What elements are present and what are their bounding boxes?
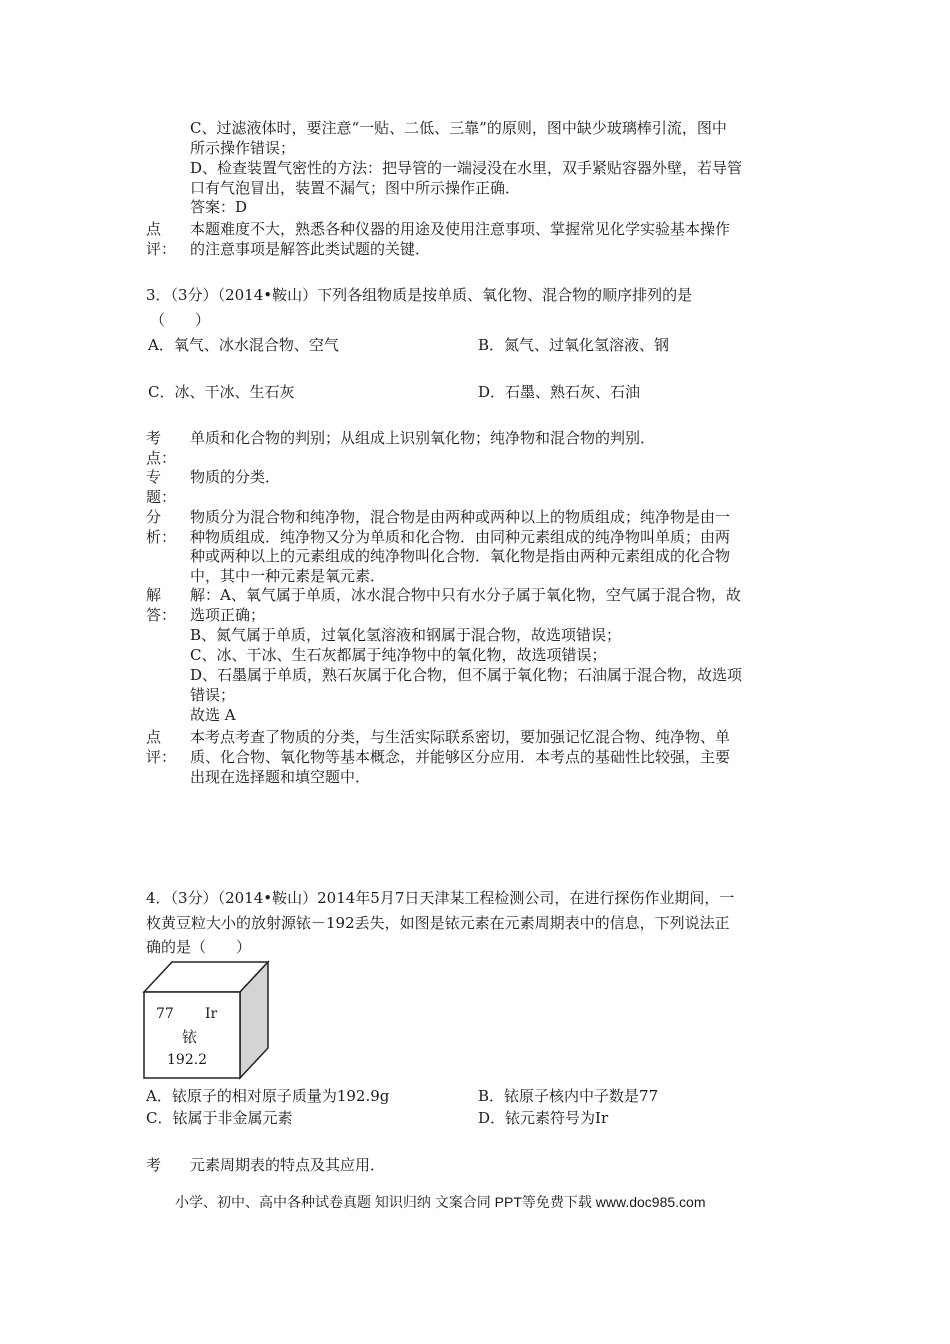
q3-jieda-line5: D、石墨属于单质，熟石灰属于化合物，但不属于氧化物；石油属于混合物，故选项	[190, 666, 743, 684]
element-atomic-number: 77	[156, 1006, 174, 1022]
q3-jieda-line7: 故选 A	[190, 706, 236, 724]
q3-fenxi-line4: 中，其中一种元素是氧元素．	[190, 567, 386, 585]
q3-option-a[interactable]: A．氧气、冰水混合物、空气	[148, 336, 339, 354]
q2-comment-line2: 的注意事项是解答此类试题的关键．	[190, 240, 431, 258]
q3-jieda-line3: B、氮气属于单质，过氧化氢溶液和钢属于混合物，故选项错误；	[190, 626, 622, 644]
q3-stem-line2: （ ）	[150, 311, 211, 329]
q4-option-c[interactable]: C．铱属于非金属元素	[146, 1109, 293, 1127]
q3-stem-line1: 3．（3分）（2014•鞍山）下列各组物质是按单质、氧化物、混合物的顺序排列的是	[146, 286, 693, 304]
q3-dianping-line1: 本考点考查了物质的分类，与生活实际联系密切，要加强记忆混合物、纯净物、单	[190, 728, 731, 746]
q4-option-d[interactable]: D．铱元素符号为Ir	[478, 1109, 609, 1127]
q3-dianping-label: 点 评：	[146, 728, 177, 766]
q4-stem-line3: 确的是（ ）	[146, 938, 252, 956]
q4-kaodian-label: 考	[146, 1156, 162, 1174]
q2-comment-label: 点 评：	[146, 220, 177, 258]
q4-stem-line1: 4．（3分）（2014•鞍山）2014年5月7日天津某工程检测公司，在进行探伤作业期间，一	[146, 889, 735, 907]
q2-comment-line1: 本题难度不大，熟悉各种仪器的用途及使用注意事项、掌握常见化学实验基本操作	[190, 220, 731, 238]
q4-option-b[interactable]: B．铱原子核内中子数是77	[478, 1087, 659, 1105]
q3-option-b[interactable]: B．氮气、过氧化氢溶液、钢	[478, 336, 670, 354]
q3-kaodian-text: 单质和化合物的判别；从组成上识别氧化物；纯净物和混合物的判别．	[190, 429, 656, 447]
q3-option-d[interactable]: D．石墨、熟石灰、石油	[478, 383, 641, 401]
q3-fenxi-line2: 种物质组成．纯净物又分为单质和化合物．由同种元素组成的纯净物叫单质；由两	[190, 528, 731, 546]
q4-kaodian-text: 元素周期表的特点及其应用．	[190, 1156, 386, 1174]
q2-option-d-line1: D、检查装置气密性的方法：把导管的一端浸没在水里，双手紧贴容器外壁，若导管	[190, 159, 743, 177]
q3-jieda-label: 解 答：	[146, 586, 177, 624]
q3-jieda-line6: 错误；	[190, 686, 236, 704]
q2-option-c-line1: C、过滤液体时，要注意“一贴、二低、三靠”的原则，图中缺少玻璃棒引流，图中	[190, 119, 727, 137]
q3-fenxi-label: 分 析：	[146, 508, 177, 546]
q2-option-d-line2: 口有气泡冒出，装置不漏气；图中所示操作正确．	[190, 179, 521, 197]
q3-fenxi-line1: 物质分为混合物和纯净物，混合物是由两种或两种以上的物质组成；纯净物是由一	[190, 508, 731, 526]
q3-fenxi-line3: 种或两种以上的元素组成的纯净物叫化合物．氧化物是指由两种元素组成的化合物	[190, 547, 731, 565]
q4-stem-line2: 枚黄豆粒大小的放射源铱－192丢失，如图是铱元素在元素周期表中的信息，下列说法正	[146, 914, 730, 932]
q2-option-c-line2: 所示操作错误；	[190, 139, 296, 157]
q3-dianping-line3: 出现在选择题和填空题中．	[190, 768, 371, 786]
element-atomic-mass: 192.2	[167, 1052, 208, 1068]
q3-zhuanti-label: 专 题：	[146, 468, 177, 506]
q3-kaodian-label: 考 点：	[146, 429, 177, 467]
q3-jieda-line1: 解：A、氧气属于单质，冰水混合物中只有水分子属于氧化物，空气属于混合物，故	[190, 586, 741, 604]
page-footer: 小学、初中、高中各种试卷真题 知识归纳 文案合同 PPT等免费下载 www.doc985.com	[175, 1194, 706, 1210]
q3-option-c[interactable]: C．冰、干冰、生石灰	[148, 383, 295, 401]
q4-option-a[interactable]: A．铱原子的相对原子质量为192.9g	[146, 1087, 390, 1105]
q3-zhuanti-text: 物质的分类．	[190, 468, 281, 486]
q3-dianping-line2: 质、化合物、氧化物等基本概念，并能够区分应用．本考点的基础性比较强，主要	[190, 748, 731, 766]
element-name: 铱	[182, 1028, 198, 1046]
q3-jieda-line2: 选项正确；	[190, 606, 266, 624]
q3-jieda-line4: C、冰、干冰、生石灰都属于纯净物中的氧化物，故选项错误；	[190, 646, 607, 664]
q2-answer: 答案：D	[190, 198, 248, 216]
element-symbol: Ir	[205, 1006, 218, 1022]
